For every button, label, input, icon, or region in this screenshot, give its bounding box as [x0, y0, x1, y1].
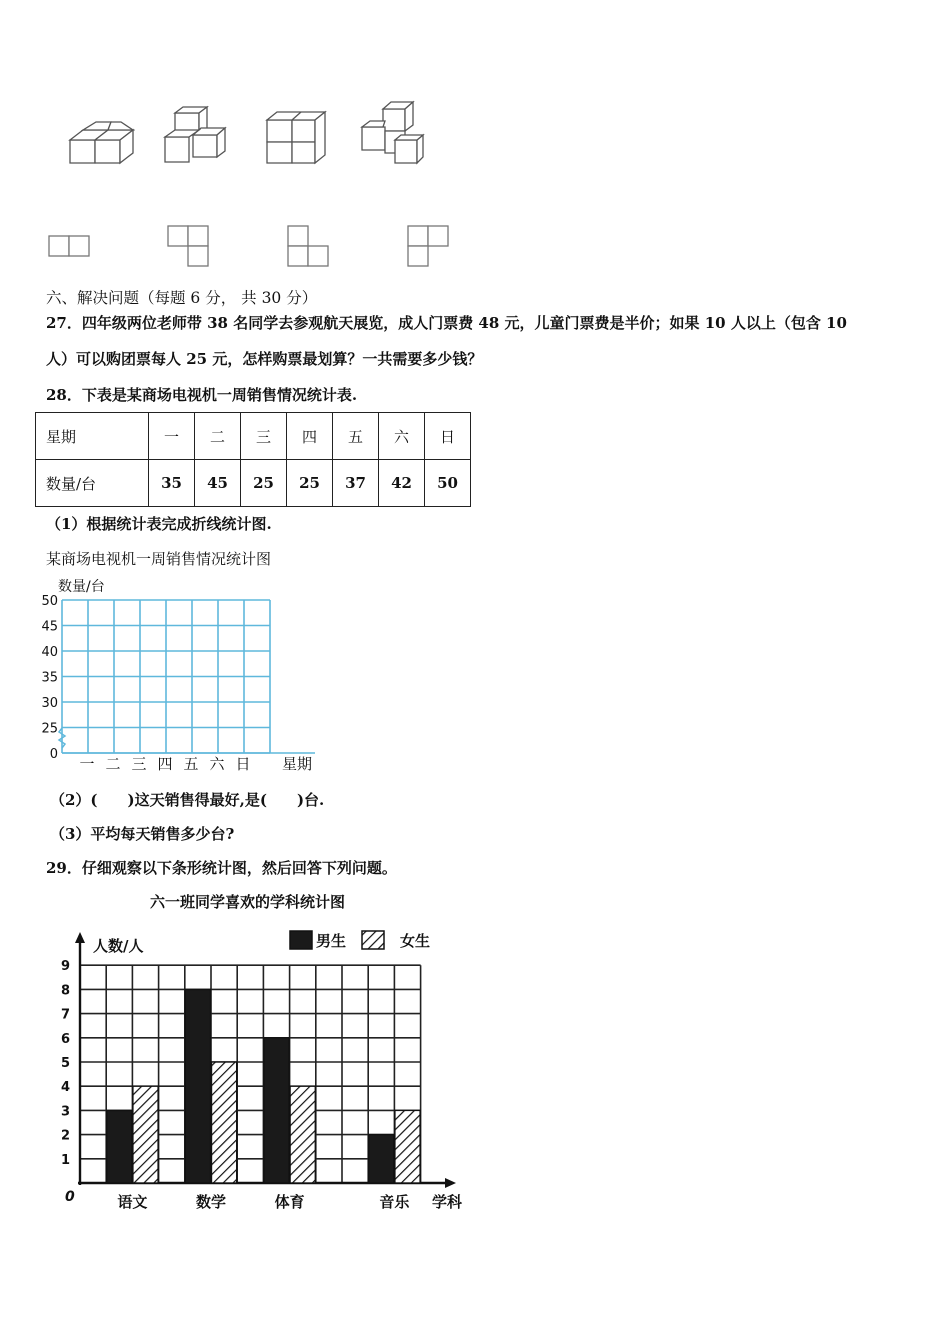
view-figure-d — [408, 226, 448, 266]
table-cell: 25 — [241, 460, 287, 507]
bar-female — [133, 1086, 158, 1183]
view-figure-b — [168, 226, 208, 266]
question-28-sub1: （1）根据统计表完成折线统计图. — [46, 515, 272, 533]
y-tick-label: 35 — [41, 670, 58, 686]
question-28-sub2: （2）( )这天销售得最好,是( )台. — [50, 791, 325, 809]
cube-figure-a — [70, 122, 133, 163]
bar-female — [395, 1110, 420, 1183]
bar-male — [107, 1110, 132, 1183]
bar-chart-ylabel: 人数/人 — [93, 937, 144, 955]
y-tick-label: 6 — [60, 1031, 70, 1047]
x-tick-label: 二 — [105, 755, 121, 773]
y-tick-label: 1 — [60, 1152, 70, 1168]
table-cell: 六 — [379, 413, 425, 460]
y-tick-label: 3 — [60, 1104, 70, 1120]
table-row — [36, 413, 471, 460]
y-tick-label: 2 — [60, 1128, 70, 1144]
x-tick-label: 四 — [157, 755, 173, 773]
cube-figures — [55, 95, 445, 175]
legend-swatch-male — [290, 931, 312, 949]
table-cell: 35 — [149, 460, 195, 507]
line-chart-xlabel: 星期 — [282, 755, 313, 773]
table-cell: 42 — [379, 460, 425, 507]
view-figures — [45, 220, 465, 270]
x-tick-label: 音乐 — [379, 1193, 410, 1211]
x-tick-label: 五 — [183, 755, 199, 773]
y-tick-label: 9 — [60, 959, 70, 975]
line-chart-title: 某商场电视机一周销售情况统计图 — [46, 550, 272, 568]
table-cell: 45 — [195, 460, 241, 507]
x-tick-label: 体育 — [274, 1193, 305, 1211]
table-cell: 五 — [333, 413, 379, 460]
y-tick-label: 30 — [41, 696, 58, 711]
table-cell: 三 — [241, 413, 287, 460]
question-28-intro: 28．下表是某商场电视机一周销售情况统计表. — [46, 386, 358, 404]
y-tick-label: 50 — [41, 594, 58, 609]
bar-female — [290, 1086, 315, 1183]
bar-chart-xlabel: 学科 — [432, 1193, 463, 1211]
legend-label-male: 男生 — [316, 932, 347, 950]
view-figure-c — [288, 226, 328, 266]
view-figure-a — [49, 236, 89, 256]
table-header-day: 星期 — [36, 413, 149, 460]
sales-table — [35, 412, 471, 507]
table-header-quantity: 数量/台 — [36, 460, 149, 507]
table-cell: 二 — [195, 413, 241, 460]
y-tick-label: 45 — [41, 619, 58, 635]
table-cell: 日 — [425, 413, 471, 460]
question-27-line1: 27．四年级两位老师带 38 名同学去参观航天展览，成人门票费 48 元，儿童门票费是半价；如果 10 人以上（包含 10 — [46, 314, 847, 332]
y-axis-arrow — [75, 932, 85, 943]
bar-male — [264, 1038, 289, 1183]
x-tick-label: 数学 — [195, 1193, 227, 1211]
y-tick-label: 4 — [60, 1080, 70, 1096]
origin-label: 0 — [65, 1189, 75, 1205]
cube-figure-d — [362, 102, 423, 163]
table-cell: 四 — [287, 413, 333, 460]
x-tick-label: 日 — [235, 755, 251, 773]
x-tick-label: 语文 — [117, 1193, 148, 1211]
y-tick-label: 8 — [60, 983, 70, 999]
y-tick-label: 7 — [60, 1007, 70, 1023]
table-cell: 一 — [149, 413, 195, 460]
question-28-sub3: （3）平均每天销售多少台? — [50, 825, 235, 843]
y-tick-label: 5 — [60, 1056, 70, 1071]
line-chart-ylabel: 数量/台 — [58, 579, 105, 595]
bar-chart-title: 六一班同学喜欢的学科统计图 — [150, 893, 346, 911]
bar-male — [185, 989, 210, 1183]
table-cell: 37 — [333, 460, 379, 507]
legend-swatch-female — [362, 931, 384, 949]
x-tick-label: 六 — [209, 755, 225, 773]
question-27-line2: 人）可以购团票每人 25 元，怎样购票最划算？一共需要多少钱？ — [46, 350, 483, 368]
bar-male — [369, 1135, 394, 1183]
bar-female — [212, 1062, 237, 1183]
bar-chart — [55, 885, 475, 1220]
table-cell: 25 — [287, 460, 333, 507]
y-tick-label: 25 — [41, 721, 58, 737]
cube-figure-b — [165, 107, 225, 162]
section-title: 六、解决问题（每题 6 分， 共 30 分） — [46, 289, 318, 307]
legend-label-female: 女生 — [400, 932, 431, 950]
y-tick-label: 0 — [49, 747, 58, 762]
cube-figure-c — [267, 112, 325, 163]
x-tick-label: 一 — [79, 755, 95, 773]
line-chart — [30, 570, 320, 775]
table-cell: 50 — [425, 460, 471, 507]
x-axis-arrow — [445, 1178, 456, 1188]
x-tick-label: 三 — [131, 755, 147, 773]
y-tick-label: 40 — [41, 645, 58, 660]
table-row — [36, 460, 471, 507]
question-29-intro: 29．仔细观察以下条形统计图，然后回答下列问题。 — [46, 859, 397, 877]
